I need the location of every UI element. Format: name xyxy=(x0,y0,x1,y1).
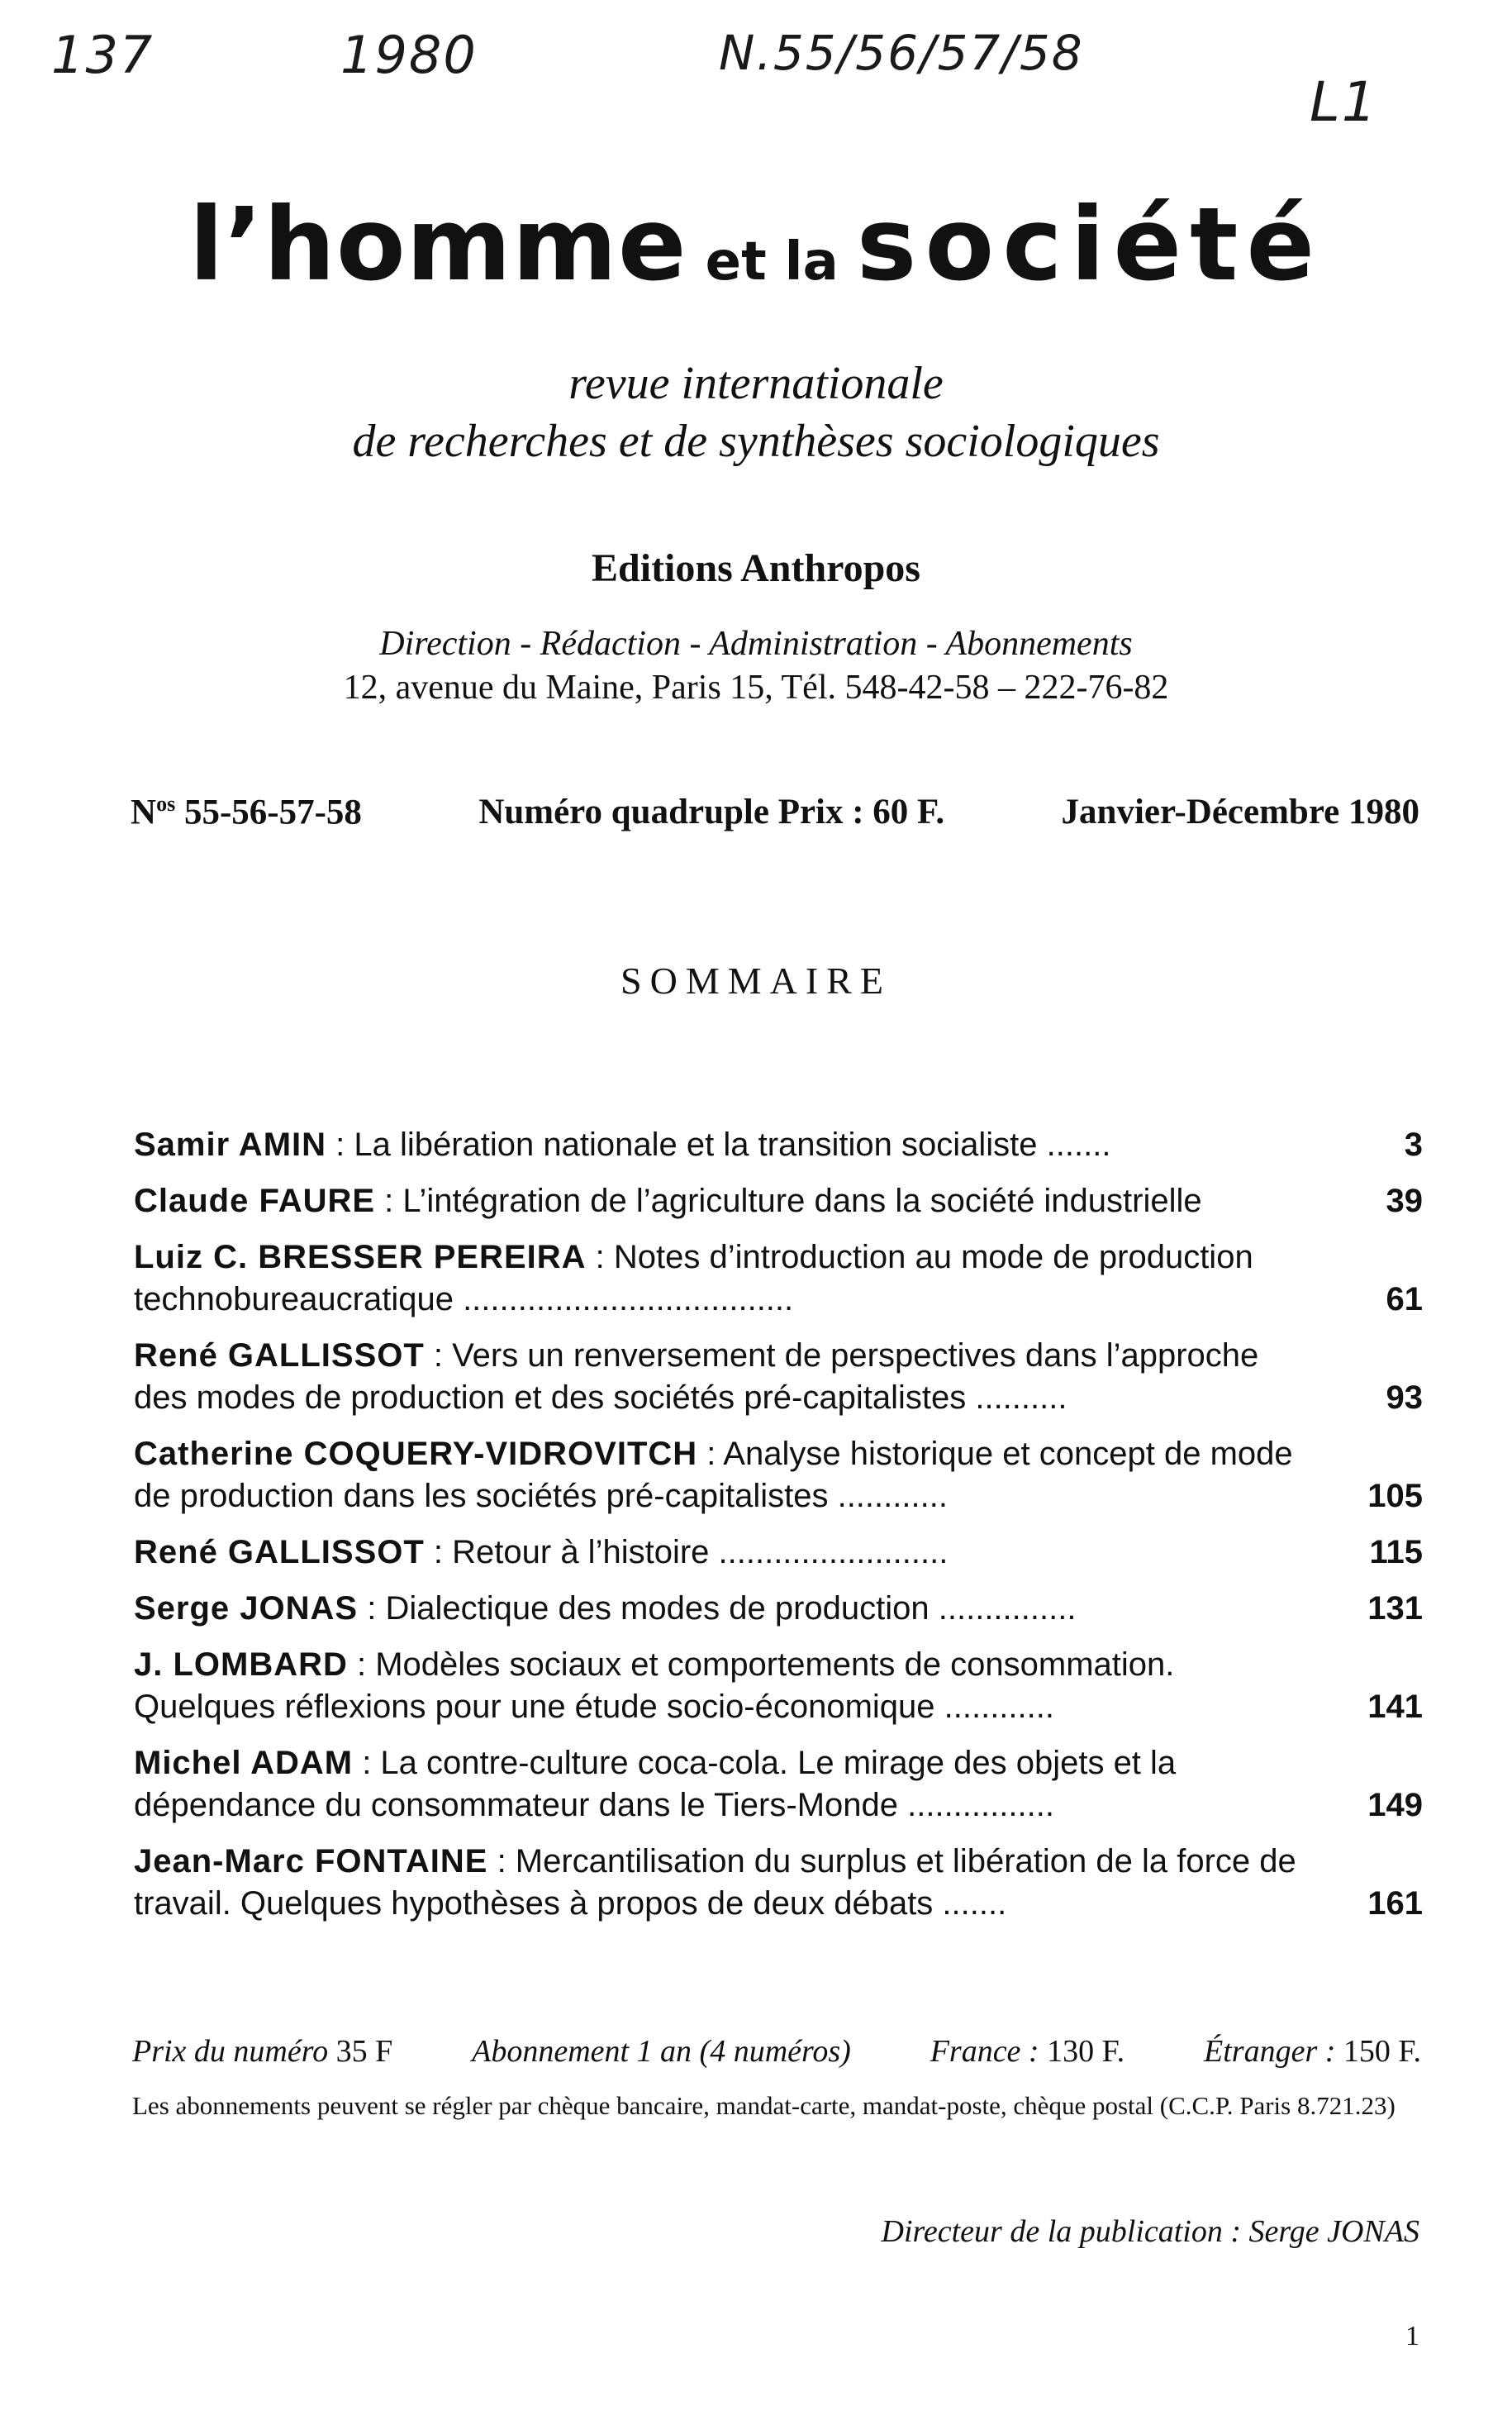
toc-entry xyxy=(134,1180,1423,1222)
sommaire-heading: SOMMAIRE xyxy=(620,960,892,1002)
issue-info xyxy=(131,792,1419,832)
title-la: la xyxy=(784,231,839,293)
issue-period: Janvier-Décembre 1980 xyxy=(1061,793,1419,831)
journal-title xyxy=(0,186,1512,303)
toc-entry xyxy=(134,1124,1423,1166)
toc-page: 39 xyxy=(1386,1183,1423,1219)
toc-page: 149 xyxy=(1367,1787,1423,1823)
toc-author: Serge JONAS xyxy=(134,1590,359,1627)
toc-entry xyxy=(134,1588,1423,1630)
toc-page: 141 xyxy=(1367,1689,1423,1725)
france-price: France : 130 F. xyxy=(930,2034,1125,2069)
toc-author: René GALLISSOT xyxy=(134,1337,425,1374)
toc-title: : Modèles sociaux et comportements de consommation. Quelques réflexions pour une étude socio-économique ............ xyxy=(134,1646,1175,1725)
table-of-contents xyxy=(134,1124,1423,1939)
toc-author: Claude FAURE xyxy=(134,1183,376,1219)
price-line xyxy=(132,2033,1421,2070)
toc-entry xyxy=(134,1742,1423,1827)
toc-title: : Notes d’introduction au mode de production technobureaucratique .................................... xyxy=(134,1239,1253,1317)
handwritten-issue-ref: N.55/56/57/58 xyxy=(719,25,1084,81)
toc-title: : Analyse historique et concept de mode de production dans les sociétés pré-capitalistes ............ xyxy=(134,1436,1293,1514)
toc-title: : Vers un renversement de perspectives dans l’approche des modes de production et des sociétés pré-capitalistes .......... xyxy=(134,1337,1259,1416)
toc-author: J. LOMBARD xyxy=(134,1646,348,1683)
toc-author: Michel ADAM xyxy=(134,1745,354,1781)
subtitle-line-2: de recherches et de synthèses sociologiques xyxy=(352,416,1160,467)
handwritten-catalog-number: 137 xyxy=(51,25,155,85)
title-lhomme: l’homme xyxy=(188,186,687,303)
toc-page: 115 xyxy=(1369,1534,1423,1570)
toc-title: : L’intégration de l’agriculture dans la société industrielle xyxy=(375,1183,1202,1219)
toc-page: 3 xyxy=(1404,1127,1423,1163)
handwritten-mark: L1 xyxy=(1310,70,1378,134)
toc-author: Jean-Marc FONTAINE xyxy=(134,1843,488,1879)
subscription-label: Abonnement 1 an (4 numéros) xyxy=(472,2034,851,2069)
handwritten-year: 1980 xyxy=(340,25,478,85)
toc-entry xyxy=(134,1236,1423,1321)
publisher: Editions Anthropos xyxy=(592,546,920,590)
toc-entry xyxy=(134,1335,1423,1419)
toc-author: Samir AMIN xyxy=(134,1127,327,1163)
toc-page: 93 xyxy=(1386,1379,1423,1416)
toc-entry xyxy=(134,1532,1423,1574)
payment-note: Les abonnements peuvent se régler par chèque bancaire, mandat-carte, mandat-poste, chèque postal (C.C.P. Paris 8.721.23) xyxy=(132,2091,1396,2120)
toc-title: : La libération nationale et la transition socialiste ....... xyxy=(326,1127,1111,1163)
page-number: 1 xyxy=(1405,2321,1419,2351)
toc-entry xyxy=(134,1841,1423,1925)
toc-title: : La contre-culture coca-cola. Le mirage des objets et la dépendance du consommateur dans le Tiers-Monde ................ xyxy=(134,1745,1177,1823)
abroad-price: Étranger : 150 F. xyxy=(1204,2034,1421,2069)
toc-entry xyxy=(134,1644,1423,1728)
issue-kind-price: Numéro quadruple Prix : 60 F. xyxy=(478,793,945,831)
title-et: et xyxy=(705,231,767,293)
address-line: 12, avenue du Maine, Paris 15, Tél. 548-42-58 – 222-76-82 xyxy=(343,669,1169,707)
toc-page: 161 xyxy=(1367,1885,1423,1922)
toc-page: 131 xyxy=(1367,1590,1423,1627)
toc-title: : Mercantilisation du surplus et libération de la force de travail. Quelques hypothèses à propos de deux débats ....... xyxy=(134,1843,1296,1922)
toc-title: : Dialectique des modes de production ............... xyxy=(358,1590,1077,1627)
toc-entry xyxy=(134,1433,1423,1517)
publication-director: Directeur de la publication : Serge JONAS xyxy=(881,2214,1419,2249)
issue-price: Prix du numéro 35 F xyxy=(132,2034,393,2069)
toc-author: Luiz C. BRESSER PEREIRA xyxy=(134,1239,587,1275)
subtitle-line-1: revue internationale xyxy=(568,358,944,409)
title-societe: société xyxy=(856,186,1324,303)
toc-author: Catherine COQUERY-VIDROVITCH xyxy=(134,1436,698,1472)
toc-page: 61 xyxy=(1386,1281,1423,1317)
toc-page: 105 xyxy=(1367,1478,1423,1514)
direction-line: Direction - Rédaction - Administration - Abonnements xyxy=(379,625,1133,663)
issue-numbers: $N^{os}$ 55-56-57-58 xyxy=(131,792,362,832)
toc-title: : Retour à l’histoire ......................... xyxy=(424,1534,949,1570)
toc-author: René GALLISSOT xyxy=(134,1534,425,1570)
